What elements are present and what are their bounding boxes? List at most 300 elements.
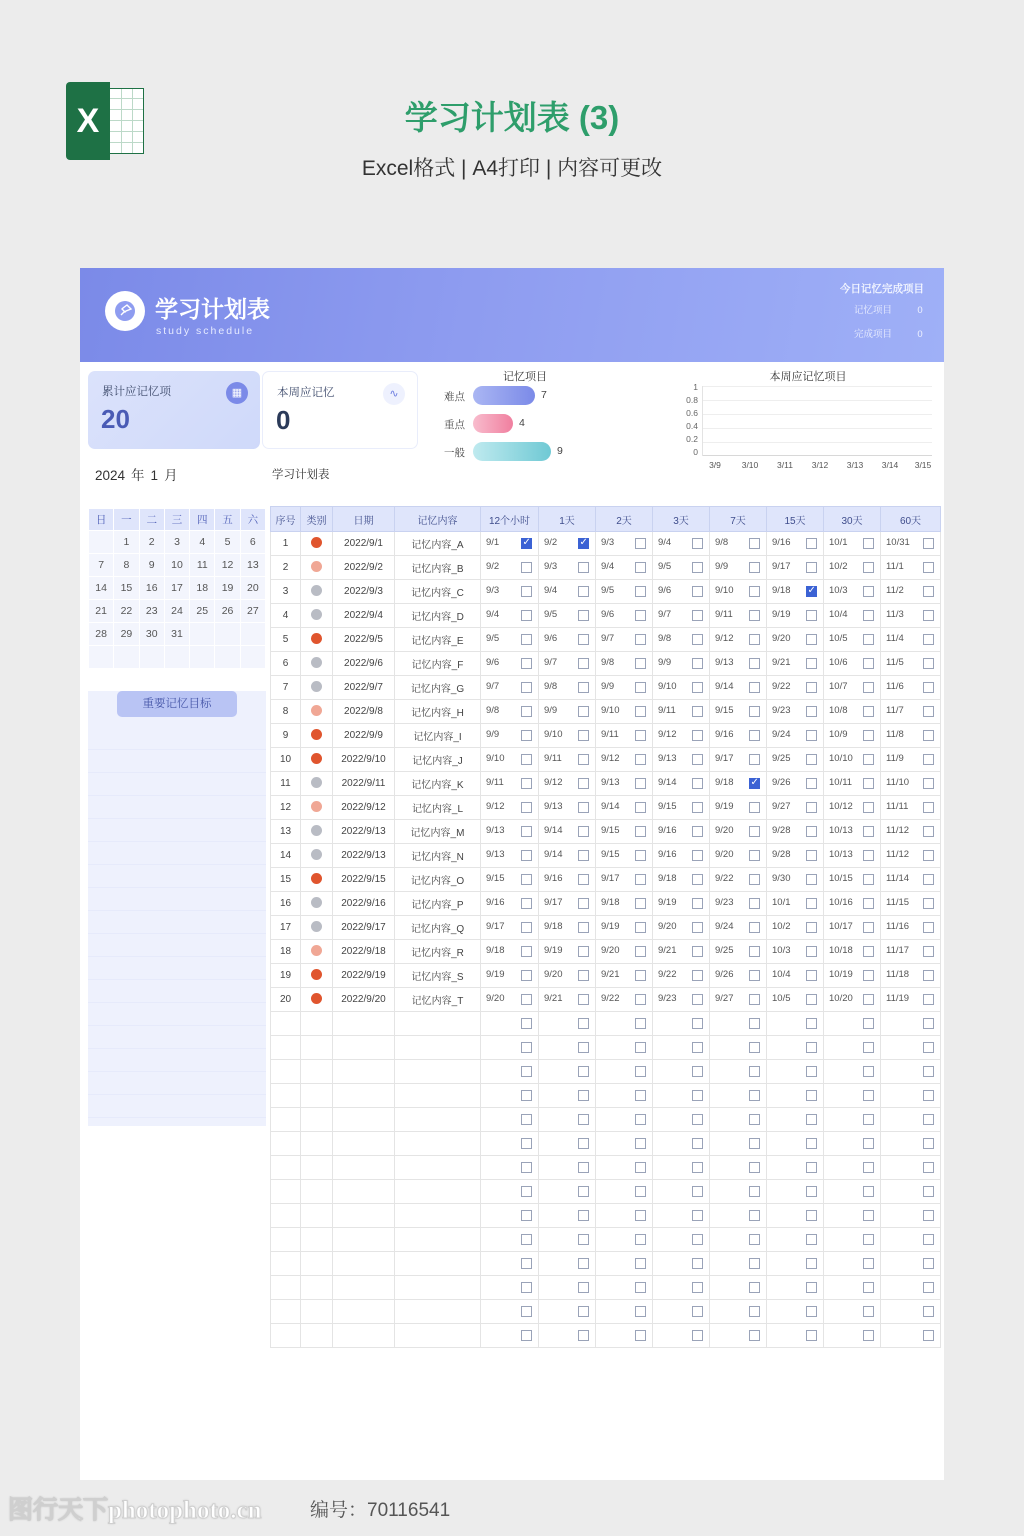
cell-content[interactable] (395, 1084, 481, 1108)
goal-list-item[interactable] (88, 957, 266, 980)
table-row-empty[interactable] (271, 1276, 941, 1300)
table-row[interactable] (271, 868, 941, 892)
cell-interval[interactable] (710, 1060, 767, 1084)
goal-list-item[interactable] (88, 1049, 266, 1072)
col-header-category[interactable]: 类别 (301, 507, 333, 532)
interval-checkbox[interactable] (923, 538, 934, 549)
cell-interval[interactable] (824, 652, 881, 676)
cell-content[interactable]: 记忆内容_A (395, 532, 481, 556)
cell-interval[interactable] (824, 1108, 881, 1132)
interval-checkbox[interactable] (635, 1114, 646, 1125)
cell-interval[interactable] (539, 988, 596, 1012)
interval-checkbox[interactable] (578, 850, 589, 861)
cell-interval[interactable] (596, 1204, 653, 1228)
cell-category[interactable] (301, 1276, 333, 1300)
cell-interval[interactable] (710, 796, 767, 820)
interval-checkbox[interactable] (923, 898, 934, 909)
interval-checkbox[interactable] (578, 1306, 589, 1317)
cell-interval[interactable] (710, 652, 767, 676)
interval-checkbox[interactable] (863, 634, 874, 645)
interval-checkbox[interactable] (923, 946, 934, 957)
cell-date[interactable]: 2022/9/18 (333, 940, 395, 964)
cell-interval[interactable] (710, 748, 767, 772)
interval-checkbox[interactable] (749, 682, 760, 693)
interval-checkbox[interactable] (749, 970, 760, 981)
cell-interval[interactable] (767, 1180, 824, 1204)
col-header-7d[interactable]: 7天 (710, 507, 767, 532)
cell-interval[interactable] (824, 1228, 881, 1252)
cell-interval[interactable] (881, 916, 941, 940)
goal-list-item[interactable] (88, 980, 266, 1003)
calendar-day[interactable]: 28 (89, 623, 114, 646)
interval-checkbox[interactable] (521, 538, 532, 549)
cell-interval[interactable] (596, 1132, 653, 1156)
interval-checkbox[interactable] (749, 1162, 760, 1173)
cell-interval[interactable] (767, 748, 824, 772)
cell-interval[interactable] (653, 772, 710, 796)
interval-checkbox[interactable] (635, 850, 646, 861)
interval-checkbox[interactable] (578, 1330, 589, 1341)
cell-interval[interactable] (481, 820, 539, 844)
calendar-day[interactable]: 19 (215, 577, 240, 600)
interval-checkbox[interactable] (692, 874, 703, 885)
cell-interval[interactable] (710, 604, 767, 628)
cell-content[interactable] (395, 1324, 481, 1348)
cell-category[interactable] (301, 1204, 333, 1228)
cell-interval[interactable] (881, 1276, 941, 1300)
cell-date[interactable]: 2022/9/17 (333, 916, 395, 940)
calendar-day[interactable]: 22 (114, 600, 139, 623)
cell-interval[interactable] (710, 892, 767, 916)
cell-date[interactable] (333, 1060, 395, 1084)
interval-checkbox[interactable] (923, 970, 934, 981)
cell-content[interactable] (395, 1300, 481, 1324)
cell-interval[interactable] (539, 748, 596, 772)
cell-interval[interactable] (653, 1084, 710, 1108)
cell-date[interactable] (333, 1300, 395, 1324)
goal-list-item[interactable] (88, 750, 266, 773)
calendar-day[interactable] (215, 646, 240, 669)
cell-interval[interactable] (824, 1276, 881, 1300)
interval-checkbox[interactable] (749, 1282, 760, 1293)
calendar-day[interactable]: 17 (164, 577, 189, 600)
cell-interval[interactable] (710, 1300, 767, 1324)
cell-date[interactable]: 2022/9/3 (333, 580, 395, 604)
cell-interval[interactable] (710, 1036, 767, 1060)
interval-checkbox[interactable] (692, 1018, 703, 1029)
interval-checkbox[interactable] (635, 1210, 646, 1221)
col-header-content[interactable]: 记忆内容 (395, 507, 481, 532)
cell-interval[interactable] (481, 1228, 539, 1252)
interval-checkbox[interactable] (578, 586, 589, 597)
interval-checkbox[interactable] (521, 562, 532, 573)
interval-checkbox[interactable] (863, 1282, 874, 1293)
cell-interval[interactable] (481, 1108, 539, 1132)
interval-checkbox[interactable] (692, 1234, 703, 1245)
interval-checkbox[interactable] (692, 970, 703, 981)
cell-interval[interactable] (767, 604, 824, 628)
cell-interval[interactable] (824, 940, 881, 964)
table-row[interactable] (271, 628, 941, 652)
goal-list[interactable] (88, 727, 266, 1118)
cell-interval[interactable] (653, 676, 710, 700)
interval-checkbox[interactable] (749, 1306, 760, 1317)
interval-checkbox[interactable] (635, 826, 646, 837)
cell-interval[interactable] (596, 796, 653, 820)
cell-date[interactable] (333, 1276, 395, 1300)
cell-interval[interactable] (653, 916, 710, 940)
interval-checkbox[interactable] (692, 946, 703, 957)
cell-interval[interactable] (481, 1252, 539, 1276)
interval-checkbox[interactable] (578, 970, 589, 981)
interval-checkbox[interactable] (635, 730, 646, 741)
interval-checkbox[interactable] (749, 634, 760, 645)
cell-category[interactable] (301, 604, 333, 628)
cell-interval[interactable] (539, 940, 596, 964)
table-row-empty[interactable] (271, 1204, 941, 1228)
interval-checkbox[interactable] (923, 610, 934, 621)
calendar-day[interactable] (240, 646, 265, 669)
cell-interval[interactable] (596, 652, 653, 676)
cell-interval[interactable] (767, 1276, 824, 1300)
interval-checkbox[interactable] (521, 1162, 532, 1173)
interval-checkbox[interactable] (923, 706, 934, 717)
cell-interval[interactable] (767, 796, 824, 820)
table-row-empty[interactable] (271, 1324, 941, 1348)
cell-category[interactable] (301, 1012, 333, 1036)
interval-checkbox[interactable] (578, 994, 589, 1005)
interval-checkbox[interactable] (749, 658, 760, 669)
interval-checkbox[interactable] (806, 946, 817, 957)
interval-checkbox[interactable] (635, 946, 646, 957)
interval-checkbox[interactable] (863, 1042, 874, 1053)
interval-checkbox[interactable] (749, 1186, 760, 1197)
interval-checkbox[interactable] (692, 1210, 703, 1221)
cell-interval[interactable] (881, 1060, 941, 1084)
cell-interval[interactable] (539, 1204, 596, 1228)
interval-checkbox[interactable] (692, 802, 703, 813)
interval-checkbox[interactable] (806, 682, 817, 693)
cell-interval[interactable] (653, 700, 710, 724)
cell-interval[interactable] (767, 1204, 824, 1228)
cell-interval[interactable] (824, 676, 881, 700)
calendar-day[interactable]: 6 (240, 531, 265, 554)
cell-interval[interactable] (653, 1180, 710, 1204)
interval-checkbox[interactable] (923, 994, 934, 1005)
interval-checkbox[interactable] (521, 1330, 532, 1341)
interval-checkbox[interactable] (578, 1066, 589, 1077)
cell-interval[interactable] (596, 1252, 653, 1276)
cell-interval[interactable] (710, 820, 767, 844)
cell-interval[interactable] (881, 1012, 941, 1036)
cell-date[interactable] (333, 1324, 395, 1348)
cell-interval[interactable] (539, 1036, 596, 1060)
interval-checkbox[interactable] (806, 1282, 817, 1293)
interval-checkbox[interactable] (749, 706, 760, 717)
cell-interval[interactable] (824, 724, 881, 748)
cell-interval[interactable] (881, 1084, 941, 1108)
col-header-date[interactable]: 日期 (333, 507, 395, 532)
interval-checkbox[interactable] (863, 994, 874, 1005)
cell-content[interactable] (395, 1180, 481, 1204)
cell-date[interactable] (333, 1132, 395, 1156)
table-row[interactable] (271, 532, 941, 556)
interval-checkbox[interactable] (923, 1066, 934, 1077)
cell-interval[interactable] (596, 988, 653, 1012)
interval-checkbox[interactable] (749, 826, 760, 837)
interval-checkbox[interactable] (863, 610, 874, 621)
interval-checkbox[interactable] (806, 898, 817, 909)
interval-checkbox[interactable] (923, 1162, 934, 1173)
cell-interval[interactable] (881, 1180, 941, 1204)
interval-checkbox[interactable] (863, 682, 874, 693)
goal-list-item[interactable] (88, 1095, 266, 1118)
cell-category[interactable] (301, 628, 333, 652)
table-row-empty[interactable] (271, 1300, 941, 1324)
cell-interval[interactable] (653, 1204, 710, 1228)
calendar-day[interactable] (190, 646, 215, 669)
cell-interval[interactable] (767, 1324, 824, 1348)
interval-checkbox[interactable] (749, 898, 760, 909)
calendar-day[interactable] (139, 646, 164, 669)
interval-checkbox[interactable] (749, 802, 760, 813)
cell-interval[interactable] (824, 628, 881, 652)
interval-checkbox[interactable] (923, 1258, 934, 1269)
calendar-day[interactable]: 12 (215, 554, 240, 577)
calendar-day[interactable]: 26 (215, 600, 240, 623)
cell-interval[interactable] (596, 676, 653, 700)
cell-interval[interactable] (767, 556, 824, 580)
cell-interval[interactable] (881, 892, 941, 916)
interval-checkbox[interactable] (635, 1330, 646, 1341)
col-header-12h[interactable]: 12个小时 (481, 507, 539, 532)
interval-checkbox[interactable] (521, 802, 532, 813)
table-row[interactable] (271, 604, 941, 628)
cell-interval[interactable] (653, 748, 710, 772)
cell-category[interactable] (301, 1252, 333, 1276)
cell-interval[interactable] (824, 964, 881, 988)
cell-interval[interactable] (881, 1156, 941, 1180)
interval-checkbox[interactable] (521, 730, 532, 741)
interval-checkbox[interactable] (521, 610, 532, 621)
cell-interval[interactable] (710, 532, 767, 556)
cell-interval[interactable] (767, 916, 824, 940)
cell-interval[interactable] (653, 1132, 710, 1156)
interval-checkbox[interactable] (521, 1138, 532, 1149)
cell-interval[interactable] (539, 820, 596, 844)
cell-interval[interactable] (710, 988, 767, 1012)
interval-checkbox[interactable] (521, 826, 532, 837)
cell-interval[interactable] (710, 772, 767, 796)
interval-checkbox[interactable] (923, 826, 934, 837)
cell-content[interactable]: 记忆内容_J (395, 748, 481, 772)
interval-checkbox[interactable] (521, 778, 532, 789)
table-row[interactable] (271, 556, 941, 580)
interval-checkbox[interactable] (863, 946, 874, 957)
interval-checkbox[interactable] (863, 802, 874, 813)
cell-interval[interactable] (539, 1012, 596, 1036)
cell-interval[interactable] (824, 1252, 881, 1276)
cell-interval[interactable] (767, 940, 824, 964)
interval-checkbox[interactable] (806, 1330, 817, 1341)
interval-checkbox[interactable] (578, 1258, 589, 1269)
interval-checkbox[interactable] (635, 706, 646, 717)
cell-interval[interactable] (767, 580, 824, 604)
interval-checkbox[interactable] (692, 922, 703, 933)
calendar-day[interactable]: 11 (190, 554, 215, 577)
calendar-day[interactable]: 9 (139, 554, 164, 577)
cell-interval[interactable] (824, 1060, 881, 1084)
cell-interval[interactable] (767, 772, 824, 796)
calendar-day[interactable] (240, 623, 265, 646)
interval-checkbox[interactable] (863, 1210, 874, 1221)
cell-interval[interactable] (710, 700, 767, 724)
cell-interval[interactable] (824, 1156, 881, 1180)
cell-interval[interactable] (710, 916, 767, 940)
cell-interval[interactable] (539, 676, 596, 700)
interval-checkbox[interactable] (578, 1138, 589, 1149)
cell-interval[interactable] (824, 1180, 881, 1204)
interval-checkbox[interactable] (578, 1234, 589, 1245)
interval-checkbox[interactable] (749, 562, 760, 573)
cell-interval[interactable] (596, 748, 653, 772)
cell-interval[interactable] (481, 652, 539, 676)
goal-list-item[interactable] (88, 911, 266, 934)
cell-interval[interactable] (710, 1012, 767, 1036)
cell-interval[interactable] (710, 964, 767, 988)
goal-list-item[interactable] (88, 865, 266, 888)
cell-interval[interactable] (653, 820, 710, 844)
table-row[interactable] (271, 988, 941, 1012)
cell-interval[interactable] (881, 1036, 941, 1060)
calendar-day[interactable]: 14 (89, 577, 114, 600)
cell-interval[interactable] (710, 1324, 767, 1348)
interval-checkbox[interactable] (635, 1138, 646, 1149)
cell-interval[interactable] (481, 580, 539, 604)
calendar-day[interactable]: 31 (164, 623, 189, 646)
interval-checkbox[interactable] (749, 946, 760, 957)
interval-checkbox[interactable] (923, 850, 934, 861)
cell-category[interactable] (301, 1108, 333, 1132)
cell-no[interactable] (271, 1036, 301, 1060)
interval-checkbox[interactable] (635, 898, 646, 909)
cell-interval[interactable] (481, 532, 539, 556)
interval-checkbox[interactable] (863, 562, 874, 573)
cell-interval[interactable] (481, 604, 539, 628)
interval-checkbox[interactable] (806, 874, 817, 885)
interval-checkbox[interactable] (578, 826, 589, 837)
cell-interval[interactable] (710, 844, 767, 868)
cell-content[interactable] (395, 1108, 481, 1132)
interval-checkbox[interactable] (806, 1066, 817, 1077)
cell-date[interactable]: 2022/9/16 (333, 892, 395, 916)
cell-content[interactable] (395, 1060, 481, 1084)
cell-interval[interactable] (767, 652, 824, 676)
table-row-empty[interactable] (271, 1108, 941, 1132)
interval-checkbox[interactable] (806, 826, 817, 837)
cell-content[interactable] (395, 1228, 481, 1252)
cell-interval[interactable] (539, 532, 596, 556)
interval-checkbox[interactable] (521, 1282, 532, 1293)
cell-interval[interactable] (767, 1060, 824, 1084)
interval-checkbox[interactable] (521, 1210, 532, 1221)
col-header-2d[interactable]: 2天 (596, 507, 653, 532)
cell-interval[interactable] (481, 1132, 539, 1156)
cell-interval[interactable] (481, 1084, 539, 1108)
cell-interval[interactable] (653, 988, 710, 1012)
cell-interval[interactable] (481, 1204, 539, 1228)
interval-checkbox[interactable] (923, 634, 934, 645)
cell-interval[interactable] (824, 844, 881, 868)
goal-list-item[interactable] (88, 727, 266, 750)
interval-checkbox[interactable] (521, 1018, 532, 1029)
interval-checkbox[interactable] (806, 1234, 817, 1245)
cell-category[interactable] (301, 676, 333, 700)
cell-interval[interactable] (481, 1012, 539, 1036)
calendar-day[interactable]: 7 (89, 554, 114, 577)
cell-interval[interactable] (481, 1324, 539, 1348)
schedule-table[interactable] (270, 506, 941, 1348)
interval-checkbox[interactable] (692, 730, 703, 741)
cell-interval[interactable] (710, 1132, 767, 1156)
interval-checkbox[interactable] (521, 754, 532, 765)
interval-checkbox[interactable] (635, 682, 646, 693)
cell-interval[interactable] (539, 844, 596, 868)
interval-checkbox[interactable] (521, 850, 532, 861)
interval-checkbox[interactable] (578, 658, 589, 669)
interval-checkbox[interactable] (863, 898, 874, 909)
cell-no[interactable] (271, 1108, 301, 1132)
cell-interval[interactable] (710, 556, 767, 580)
cell-interval[interactable] (653, 1012, 710, 1036)
cell-content[interactable]: 记忆内容_E (395, 628, 481, 652)
cell-interval[interactable] (539, 1084, 596, 1108)
cell-content[interactable] (395, 1132, 481, 1156)
col-header-1d[interactable]: 1天 (539, 507, 596, 532)
goal-list-item[interactable] (88, 888, 266, 911)
interval-checkbox[interactable] (749, 1066, 760, 1077)
table-row-empty[interactable] (271, 1084, 941, 1108)
cell-interval[interactable] (596, 772, 653, 796)
interval-checkbox[interactable] (923, 730, 934, 741)
important-goal-button[interactable]: 重要记忆目标 (117, 691, 237, 717)
cell-category[interactable] (301, 652, 333, 676)
interval-checkbox[interactable] (692, 898, 703, 909)
cell-interval[interactable] (653, 1324, 710, 1348)
interval-checkbox[interactable] (863, 922, 874, 933)
interval-checkbox[interactable] (521, 922, 532, 933)
interval-checkbox[interactable] (749, 1042, 760, 1053)
calendar-day[interactable] (89, 646, 114, 669)
table-row[interactable] (271, 964, 941, 988)
interval-checkbox[interactable] (863, 1258, 874, 1269)
cell-interval[interactable] (539, 580, 596, 604)
cell-category[interactable] (301, 748, 333, 772)
cell-date[interactable] (333, 1084, 395, 1108)
cell-interval[interactable] (481, 700, 539, 724)
cell-content[interactable] (395, 1252, 481, 1276)
cell-interval[interactable] (539, 724, 596, 748)
interval-checkbox[interactable] (749, 610, 760, 621)
interval-checkbox[interactable] (635, 634, 646, 645)
cell-interval[interactable] (767, 844, 824, 868)
cell-content[interactable]: 记忆内容_Q (395, 916, 481, 940)
interval-checkbox[interactable] (578, 946, 589, 957)
cell-interval[interactable] (881, 940, 941, 964)
cell-interval[interactable] (824, 1132, 881, 1156)
interval-checkbox[interactable] (749, 922, 760, 933)
interval-checkbox[interactable] (863, 1234, 874, 1245)
